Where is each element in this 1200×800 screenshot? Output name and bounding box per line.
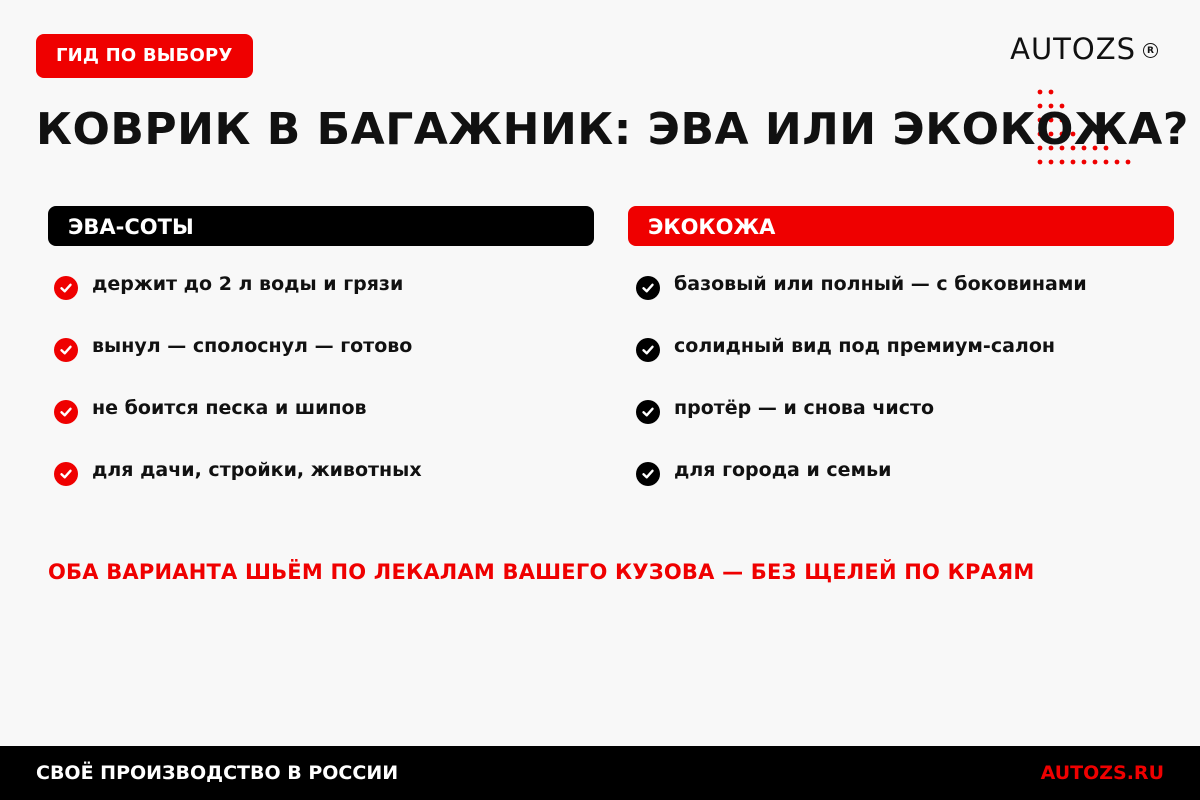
footer-bar: [0, 746, 1200, 800]
footer-website-link[interactable]: AUTOZS.RU: [1040, 762, 1164, 784]
decor-dot: [1082, 160, 1087, 165]
list-item-text: вынул — сполоснул — готово: [92, 335, 413, 357]
list-item: [636, 328, 1087, 390]
bottom-note: ОБА ВАРИАНТА ШЬЁМ ПО ЛЕКАЛАМ ВАШЕГО КУЗОВА — БЕЗ ЩЕЛЕЙ ПО КРАЯМ: [48, 560, 1035, 584]
check-circle-icon: [54, 400, 78, 424]
guide-badge: ГИД ПО ВЫБОРУ: [36, 34, 253, 78]
decor-dot: [1115, 160, 1120, 165]
list-item: [636, 452, 1087, 514]
column-heading-ecoleather: ЭКОКОЖА: [628, 206, 1174, 246]
check-circle-icon: [636, 400, 660, 424]
logo-wordmark: AUTOZS: [1010, 32, 1136, 66]
list-item-text: базовый или полный — с боковинами: [674, 273, 1087, 295]
check-circle-icon: [636, 462, 660, 486]
logo[interactable]: [1010, 32, 1158, 66]
list-item: [54, 266, 422, 328]
list-item: [636, 266, 1087, 328]
page-title: КОВРИК В БАГАЖНИК: ЭВА ИЛИ ЭКОКОЖА?: [36, 104, 1189, 155]
decor-dot: [1126, 160, 1131, 165]
list-item-text: для города и семьи: [674, 459, 892, 481]
decor-dot: [1049, 90, 1054, 95]
decor-dot: [1104, 160, 1109, 165]
check-circle-icon: [636, 338, 660, 362]
check-circle-icon: [54, 338, 78, 362]
decor-dot: [1071, 160, 1076, 165]
decor-dot: [1060, 160, 1065, 165]
registered-mark-icon: R: [1143, 43, 1158, 58]
list-item: [54, 452, 422, 514]
list-item: [54, 328, 422, 390]
decor-dot: [1093, 160, 1098, 165]
decor-dot: [1049, 160, 1054, 165]
check-circle-icon: [54, 462, 78, 486]
list-item-text: протёр — и снова чисто: [674, 397, 935, 419]
list-item-text: не боится песка и шипов: [92, 397, 367, 419]
list-item-text: держит до 2 л воды и грязи: [92, 273, 404, 295]
ecoleather-benefits-list: [636, 266, 1087, 514]
footer-tagline: СВОЁ ПРОИЗВОДСТВО В РОССИИ: [36, 762, 399, 784]
decor-dot: [1038, 160, 1043, 165]
list-item: [54, 390, 422, 452]
decor-dot: [1038, 90, 1043, 95]
check-circle-icon: [636, 276, 660, 300]
list-item-text: для дачи, стройки, животных: [92, 459, 422, 481]
check-circle-icon: [54, 276, 78, 300]
list-item: [636, 390, 1087, 452]
eva-benefits-list: [54, 266, 422, 514]
column-heading-eva: ЭВА-СОТЫ: [48, 206, 594, 246]
list-item-text: солидный вид под премиум-салон: [674, 335, 1056, 357]
